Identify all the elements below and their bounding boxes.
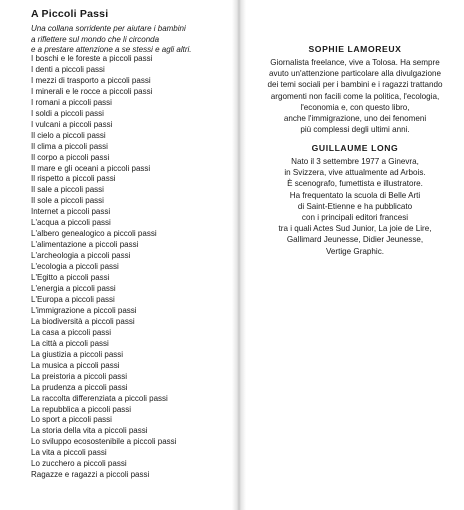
list-item: L'immigrazione a piccoli passi (31, 305, 137, 315)
list-item: L'albero genealogico a piccoli passi (31, 229, 157, 239)
bio-line: più complessi degli ultimi anni. (300, 125, 410, 135)
author-name: GUILLAUME LONG (311, 143, 399, 153)
list-item: La storia della vita a piccoli passi (31, 426, 148, 436)
list-item: I romani a piccoli passi (31, 97, 112, 107)
list-item: La vita a piccoli passi (31, 448, 107, 458)
author-bio (246, 57, 464, 135)
bio-line: anche l'immigrazione, uno dei fenomeni (283, 114, 427, 124)
list-item: I denti a piccoli passi (31, 64, 105, 74)
bio-line: avuto un'attenzione particolare alla divulgazione (268, 69, 442, 79)
series-title-list (31, 54, 231, 481)
bio-line: dei temi sociali per i bambini e i ragazzi trattando (267, 80, 443, 90)
list-item: Lo zucchero a piccoli passi (31, 459, 127, 469)
list-item: I vulcani a piccoli passi (31, 119, 113, 129)
author-name: SOPHIE LAMOREUX (308, 44, 402, 54)
bio-line: argomenti non facili come la politica, l'ecologia, (270, 91, 440, 101)
list-item: Lo sviluppo ecosostenibile a piccoli passi (31, 437, 177, 447)
list-item: Il sale a piccoli passi (31, 185, 104, 195)
list-item: I mezzi di trasporto a piccoli passi (31, 75, 151, 85)
list-item: La prudenza a piccoli passi (31, 382, 128, 392)
list-item: I soldi a piccoli passi (31, 108, 104, 118)
bio-line: tra i quali Actes Sud Junior, La joie de Lire, (278, 224, 432, 234)
list-item: L'acqua a piccoli passi (31, 218, 111, 228)
series-title: A Piccoli Passi (31, 8, 109, 20)
list-item: La raccolta differenziata a piccoli passi (31, 393, 168, 403)
list-item: La casa a piccoli passi (31, 327, 112, 337)
book-gutter (232, 0, 246, 510)
bio-line: È scenografo, fumettista e illustratore. (287, 179, 423, 189)
author-block-guillaume-long (246, 143, 464, 257)
list-item: La giustizia a piccoli passi (31, 349, 124, 359)
list-item: La musica a piccoli passi (31, 360, 120, 370)
right-page (246, 0, 464, 510)
list-item: L'ecologia a piccoli passi (31, 262, 119, 272)
list-item: Il clima a piccoli passi (31, 141, 108, 151)
series-intro-line: Una collana sorridente per aiutare i bambini (31, 24, 186, 33)
list-item: La preistoria a piccoli passi (31, 371, 128, 381)
bio-line: Ha frequentato la scuola di Belle Arti (289, 190, 421, 200)
bio-line: l'economia e, con questo libro, (300, 102, 410, 112)
list-item: I minerali e le rocce a piccoli passi (31, 86, 153, 96)
list-item: L'energia a piccoli passi (31, 284, 116, 294)
list-item: Il mare e gli oceani a piccoli passi (31, 163, 151, 173)
bio-line: Gallimard Jeunesse, Didier Jeunesse, (286, 235, 424, 245)
list-item: Lo sport a piccoli passi (31, 415, 112, 425)
list-item: L'Europa a piccoli passi (31, 294, 115, 304)
list-item: Il rispetto a piccoli passi (31, 174, 116, 184)
list-item: La biodiversità a piccoli passi (31, 316, 135, 326)
bio-line: con i principali editori francesi (301, 213, 409, 223)
list-item: Il corpo a piccoli passi (31, 152, 110, 162)
list-item: I boschi e le foreste a piccoli passi (31, 54, 153, 63)
series-intro-line: e a prestare attenzione a se stessi e agli altri. (31, 45, 192, 55)
author-bio (246, 156, 464, 257)
list-item: La città a piccoli passi (31, 338, 109, 348)
bio-line: in Svizzera, vive attualmente ad Arbois. (284, 168, 426, 178)
bio-line: Vertige Graphic. (325, 246, 385, 256)
author-block-sophie-lamoreux (246, 44, 464, 135)
list-item: L'alimentazione a piccoli passi (31, 240, 139, 250)
bio-line: Giornalista freelance, vive a Tolosa. Ha sempre (270, 58, 440, 67)
list-item: Il cielo a piccoli passi (31, 130, 106, 140)
list-item: L'Egitto a piccoli passi (31, 273, 110, 283)
list-item: Il sole a piccoli passi (31, 196, 104, 206)
list-item: Internet a piccoli passi (31, 207, 111, 217)
series-intro (31, 24, 226, 56)
list-item: L'archeologia a piccoli passi (31, 251, 131, 261)
bio-line: di Saint-Etienne e ha pubblicato (297, 201, 413, 211)
list-item: Ragazze e ragazzi a piccoli passi (31, 470, 150, 480)
bio-line: Nato il 3 settembre 1977 a Ginevra, (291, 157, 419, 166)
list-item: La repubblica a piccoli passi (31, 404, 132, 414)
series-intro-line: a riflettere sul mondo che li circonda (31, 34, 160, 44)
